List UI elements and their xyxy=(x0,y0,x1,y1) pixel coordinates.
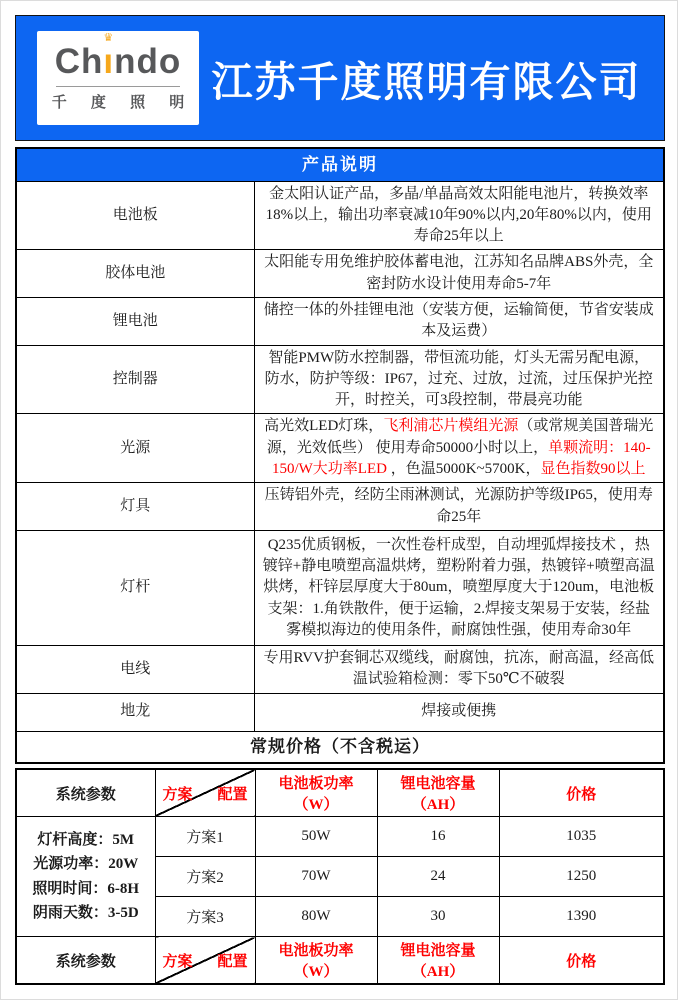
spec-desc: 太阳能专用免维护胶体蓄电池，江苏知名品牌ABS外壳，全密封防水设计使用寿命5-7年 xyxy=(254,250,664,298)
brand-i-glyph: ı xyxy=(103,42,115,82)
spec-label: 锂电池 xyxy=(16,297,254,345)
header-plan: 方案 xyxy=(162,786,193,803)
spec-desc: 智能PMW防水控制器，带恒流功能，灯头无需另配电源，防水，防护等级：IP67，过充、过放，过流，过压保护光控开，时控关，可3段控制，带晨亮功能 xyxy=(254,345,664,414)
spec-row-light-source xyxy=(16,414,664,483)
spec-label: 灯具 xyxy=(16,483,254,531)
price-section-title: 常规价格（不含税运） xyxy=(16,731,664,763)
system-params-cell xyxy=(16,817,155,937)
spec-desc: 专用RVV护套铜芯双缆线，耐腐蚀，抗冻，耐高温，经高低温试验箱检测：零下50℃不破裂 xyxy=(254,645,664,693)
desc-segment-highlight: 单颗流明：140-150/W大功率LED xyxy=(271,439,651,478)
logo-divider xyxy=(56,86,180,87)
spec-label: 控制器 xyxy=(16,345,254,414)
plan-name: 方案1 xyxy=(155,817,255,857)
spec-row-battery-panel xyxy=(16,181,664,250)
crown-icon: ♛ xyxy=(103,32,115,45)
spec-row-lithium-battery xyxy=(16,297,664,345)
company-logo xyxy=(37,31,199,125)
spec-label: 地龙 xyxy=(16,693,254,731)
param-lighting-time: 照明时间：6-8H xyxy=(32,880,140,897)
plan-row-1 xyxy=(16,817,664,857)
plan-panel-power: 80W xyxy=(255,897,377,937)
price-footer-header-row xyxy=(16,937,664,985)
footer-plan-config-cell xyxy=(155,937,255,985)
spec-row-lamp-pole xyxy=(16,530,664,645)
logo-subtext: 千 度 照 明 xyxy=(51,93,195,111)
header-panel-power: 电池板功率（W） xyxy=(255,769,377,817)
spec-table xyxy=(15,147,665,764)
spec-label: 光源 xyxy=(16,414,254,483)
spec-row-controller xyxy=(16,345,664,414)
header-battery-capacity: 锂电池容量（AH） xyxy=(377,769,499,817)
plan-price: 1250 xyxy=(499,857,664,897)
desc-segment: 高光效LED灯珠， xyxy=(264,418,384,435)
plan-config-labels xyxy=(156,770,255,816)
section-title: 产品说明 xyxy=(16,148,664,181)
header-plan-config-cell xyxy=(155,769,255,817)
brand-wordmark xyxy=(54,32,182,82)
footer-price: 价格 xyxy=(499,937,664,985)
plan-battery-capacity: 16 xyxy=(377,817,499,857)
footer-battery-capacity: 锂电池容量（AH） xyxy=(377,937,499,985)
spec-row-anchor-cage xyxy=(16,693,664,731)
plan-panel-power: 70W xyxy=(255,857,377,897)
brand-letter-i xyxy=(103,32,115,82)
spec-label: 灯杆 xyxy=(16,530,254,645)
spec-desc: 金太阳认证产品，多晶/单晶高效太阳能电池片，转换效率18%以上，输出功率衰减10年90%以内,20年80%以内，使用寿命25年以上 xyxy=(254,181,664,250)
desc-segment-highlight: 显色指数90以上 xyxy=(540,461,646,478)
spec-label: 胶体电池 xyxy=(16,250,254,298)
plan-price: 1035 xyxy=(499,817,664,857)
brand-suffix: ndo xyxy=(114,42,182,82)
plan-config-labels xyxy=(156,937,255,983)
spec-row-wire xyxy=(16,645,664,693)
param-source-power: 光源功率：20W xyxy=(33,856,139,873)
footer-panel-power: 电池板功率（W） xyxy=(255,937,377,985)
footer-plan: 方案 xyxy=(162,953,193,970)
plan-name: 方案3 xyxy=(155,897,255,937)
spec-row-gel-battery xyxy=(16,250,664,298)
price-section-title-row xyxy=(16,731,664,763)
plan-panel-power: 50W xyxy=(255,817,377,857)
spec-label: 电池板 xyxy=(16,181,254,250)
footer-system-params: 系统参数 xyxy=(16,937,155,985)
header-system-params: 系统参数 xyxy=(16,769,155,817)
header-price: 价格 xyxy=(499,769,664,817)
header-config: 配置 xyxy=(217,786,248,803)
section-bar-row xyxy=(16,148,664,181)
desc-segment-highlight: 飞利浦芯片模组光源 xyxy=(383,418,519,435)
desc-segment: ，色温5000K~5700K， xyxy=(390,461,541,478)
plan-battery-capacity: 30 xyxy=(377,897,499,937)
param-rainy-days: 阴雨天数：3-5D xyxy=(32,904,139,921)
param-pole-height: 灯杆高度：5M xyxy=(37,831,135,848)
company-banner xyxy=(15,15,665,141)
company-title: 江苏千度照明有限公司 xyxy=(211,58,642,105)
plan-battery-capacity: 24 xyxy=(377,857,499,897)
spec-desc: 焊接或便携 xyxy=(254,693,664,731)
spec-desc: Q235优质钢板，一次性卷杆成型，自动埋弧焊接技术 ，热镀锌+静电喷塑高温烘烤，塑粉附着力强，热镀锌+喷塑高温烘烤，杆锌层厚度大于80um，喷塑厚度大于120um，电池板支架：1.角铁散件，便于运输，2.焊接支架易于安装，经盐雾模拟海边的使用条件，耐腐蚀性强，使用寿命30年 xyxy=(254,530,664,645)
spec-desc: 压铸铝外壳，经防尘雨淋测试，光源防护等级IP65，使用寿命25年 xyxy=(254,483,664,531)
desc-segment: （或常规美国普瑞光源，光效低些） 使用寿命50000小时以上， xyxy=(266,418,654,456)
plan-name: 方案2 xyxy=(155,857,255,897)
price-table xyxy=(15,768,665,985)
footer-config: 配置 xyxy=(217,953,248,970)
spec-row-lamp-fixture xyxy=(16,483,664,531)
brand-prefix: Ch xyxy=(54,42,104,82)
plan-price: 1390 xyxy=(499,897,664,937)
spec-desc: 储控一体的外挂锂电池（安装方便，运输简便，节省安装成本及运费） xyxy=(254,297,664,345)
price-header-row xyxy=(16,769,664,817)
spec-label: 电线 xyxy=(16,645,254,693)
spec-desc xyxy=(254,414,664,483)
